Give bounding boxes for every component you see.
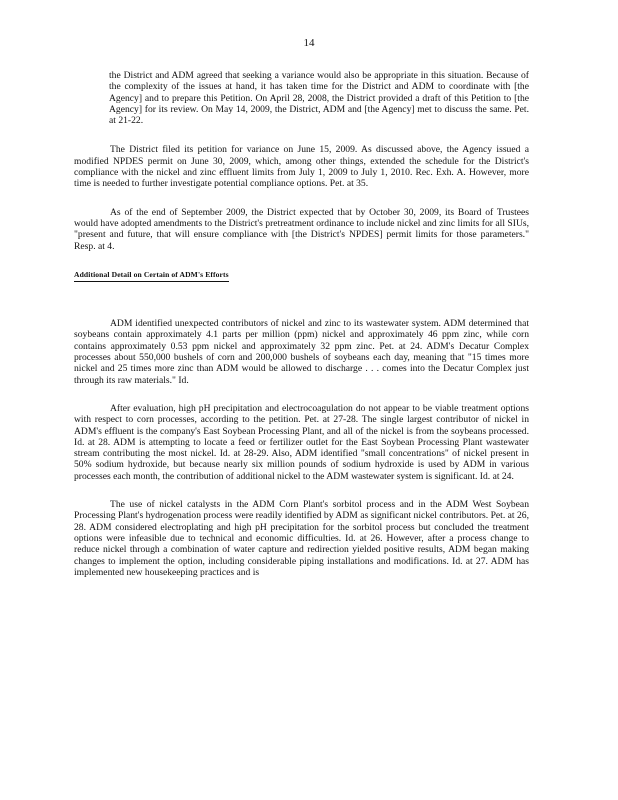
body-paragraph: After evaluation, high pH precipitation and electrocoagulation do not appear to be viable treatment options with respect to corn processes, according to the petition. Pet. at 27-28. The single largest contributor of nickel in ADM's effluent is the company's East Soybean Processing Plant, and all of the nickel is from the soybeans processed. Id. at 28. ADM is attempting to locate a feed or fertilizer outlet for the East Soybean Processing Plant wastewater stream contributing the most nickel. Id. at 28-29. Also, ADM identified "small concentrations" of nickel present in 50% sodium hydroxide, but because nearly six million pounds of sodium hydroxide is used by ADM in various processes each month, the contribution of additional nickel to the ADM wastewater system is significant. Id. at 24. xyxy=(74,402,529,482)
body-paragraph: ADM identified unexpected contributors of nickel and zinc to its wastewater system. ADM determined that soybeans contain approximately 4.1 parts per million (ppm) nickel and approximately 46 ppm zinc, while corn contains approximately 0.53 ppm nickel and approximately 32 ppm zinc. Pet. at 24. ADM's Decatur Complex processes about 550,000 bushels of corn and 200,000 bushels of soybeans each day, meaning that "15 times more nickel and 25 times more zinc than ADM would be allowed to discharge . . . comes into the Decatur Complex just through its raw materials." Id. xyxy=(74,318,529,386)
page-body xyxy=(74,70,529,595)
section-heading-wrapper xyxy=(74,269,314,300)
body-paragraph: The use of nickel catalysts in the ADM Corn Plant's sorbitol process and in the ADM West Soybean Processing Plant's hydrogenation process were readily identified by ADM as significant nickel contributors. Pet. at 26, 28. ADM considered electroplating and high pH precipitation for the sorbitol process but concluded the treatment options were infeasible due to technical and economic difficulties. Id. at 26. However, after a process change to reduce nickel through a combination of water capture and redirection yielded positive results, ADM began making changes to implement the option, including considerable piping installations and modifications. Id. at 27. ADM has implemented new housekeeping practices and is xyxy=(74,499,529,578)
section-heading: Additional Detail on Certain of ADM's Efforts xyxy=(74,269,229,282)
page-number: 14 xyxy=(303,37,315,49)
body-paragraph: The District filed its petition for variance on June 15, 2009. As discussed above, the Agency issued a modified NPDES permit on June 30, 2009, which, among other things, extended the schedule for the District's compliance with the nickel and zinc effluent limits from July 1, 2009 to July 1, 2010. Rec. Exh. A. However, more time is needed to further investigate potential compliance options. Pet. at 35. xyxy=(74,144,529,190)
body-paragraph: As of the end of September 2009, the District expected that by October 30, 2009, its Board of Trustees would have adopted amendments to the District's pretreatment ordinance to include nickel and zinc limits for all SIUs, "present and future, that will ensure compliance with [the District's NPDES] permit limits for those parameters." Resp. at 4. xyxy=(74,206,529,252)
block-quote-paragraph: the District and ADM agreed that seeking a variance would also be appropriate in this situation. Because of the complexity of the issues at hand, it has taken time for the District and ADM to coordinate with [the Agency] and to prepare this Petition. On April 28, 2008, the District provided a draft of this Petition to [the Agency] for its review. On May 14, 2009, the District, ADM and [the Agency] met to discuss the same. Pet. at 21-22. xyxy=(109,70,529,127)
